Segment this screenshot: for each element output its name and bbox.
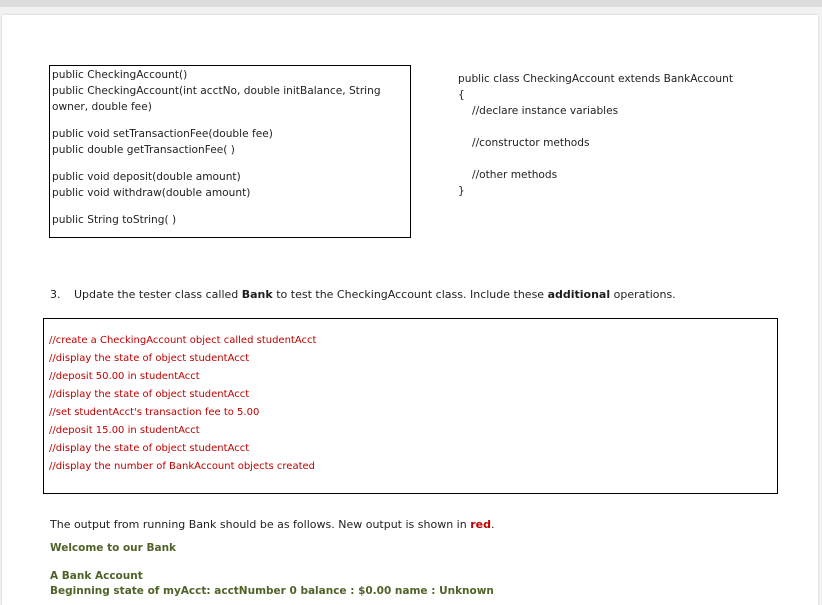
method-line: public CheckingAccount() [52, 69, 188, 81]
method-line: public double getTransactionFee( ) [52, 144, 235, 156]
tester-comment: //create a CheckingAccount object called studentAcct [49, 335, 317, 346]
step-class-name: Bank [241, 288, 273, 301]
close-brace: } [458, 185, 465, 197]
output-heading: A Bank Account [50, 570, 143, 582]
output-intro [50, 517, 494, 533]
method-line: public CheckingAccount(int acctNo, double initBalance, String [52, 85, 381, 97]
tester-comment: //deposit 50.00 in studentAcct [49, 371, 200, 382]
comment-line: //declare instance variables [472, 105, 619, 117]
step-text: operations. [610, 288, 676, 301]
tester-operations-box [43, 318, 778, 494]
tester-comment: //display the state of object studentAcct [49, 443, 250, 454]
step-text: Update the tester class called [74, 288, 242, 301]
comment-line: //other methods [472, 169, 558, 181]
document-page [2, 15, 818, 605]
method-line: public void setTransactionFee(double fee) [52, 128, 273, 140]
output-intro-end: . [490, 518, 495, 531]
tester-comment: //display the state of object studentAcct [49, 389, 250, 400]
method-signatures-box [49, 65, 411, 238]
step-text: to test the CheckingAccount class. Include these [272, 288, 548, 301]
tester-comment: //deposit 15.00 in studentAcct [49, 425, 200, 436]
method-line: public String toString( ) [52, 214, 177, 226]
window-top-bar [0, 0, 822, 7]
tester-comment: //display the number of BankAccount objects created [49, 461, 316, 472]
class-declaration: public class CheckingAccount extends BankAccount [458, 73, 733, 85]
tester-comment: //set studentAcct's transaction fee to 5.00 [49, 407, 260, 418]
method-line: owner, double fee) [52, 101, 152, 113]
tester-comment: //display the state of object studentAcct [49, 353, 250, 364]
step-instruction [74, 287, 676, 303]
output-welcome: Welcome to our Bank [50, 542, 177, 554]
output-intro-text: The output from running Bank should be as follows. New output is shown in [50, 518, 471, 531]
step-number: 3. [50, 288, 61, 301]
method-line: public void withdraw(double amount) [52, 187, 251, 199]
comment-line: //constructor methods [472, 137, 590, 149]
method-line: public void deposit(double amount) [52, 171, 241, 183]
output-line-cutoff: Beginning state of myAcct: acctNumber 0 balance : $0.00 name : Unknown [50, 585, 494, 597]
output-red-word: red [470, 518, 491, 531]
step-emphasis: additional [547, 288, 611, 301]
open-brace: { [458, 89, 465, 101]
